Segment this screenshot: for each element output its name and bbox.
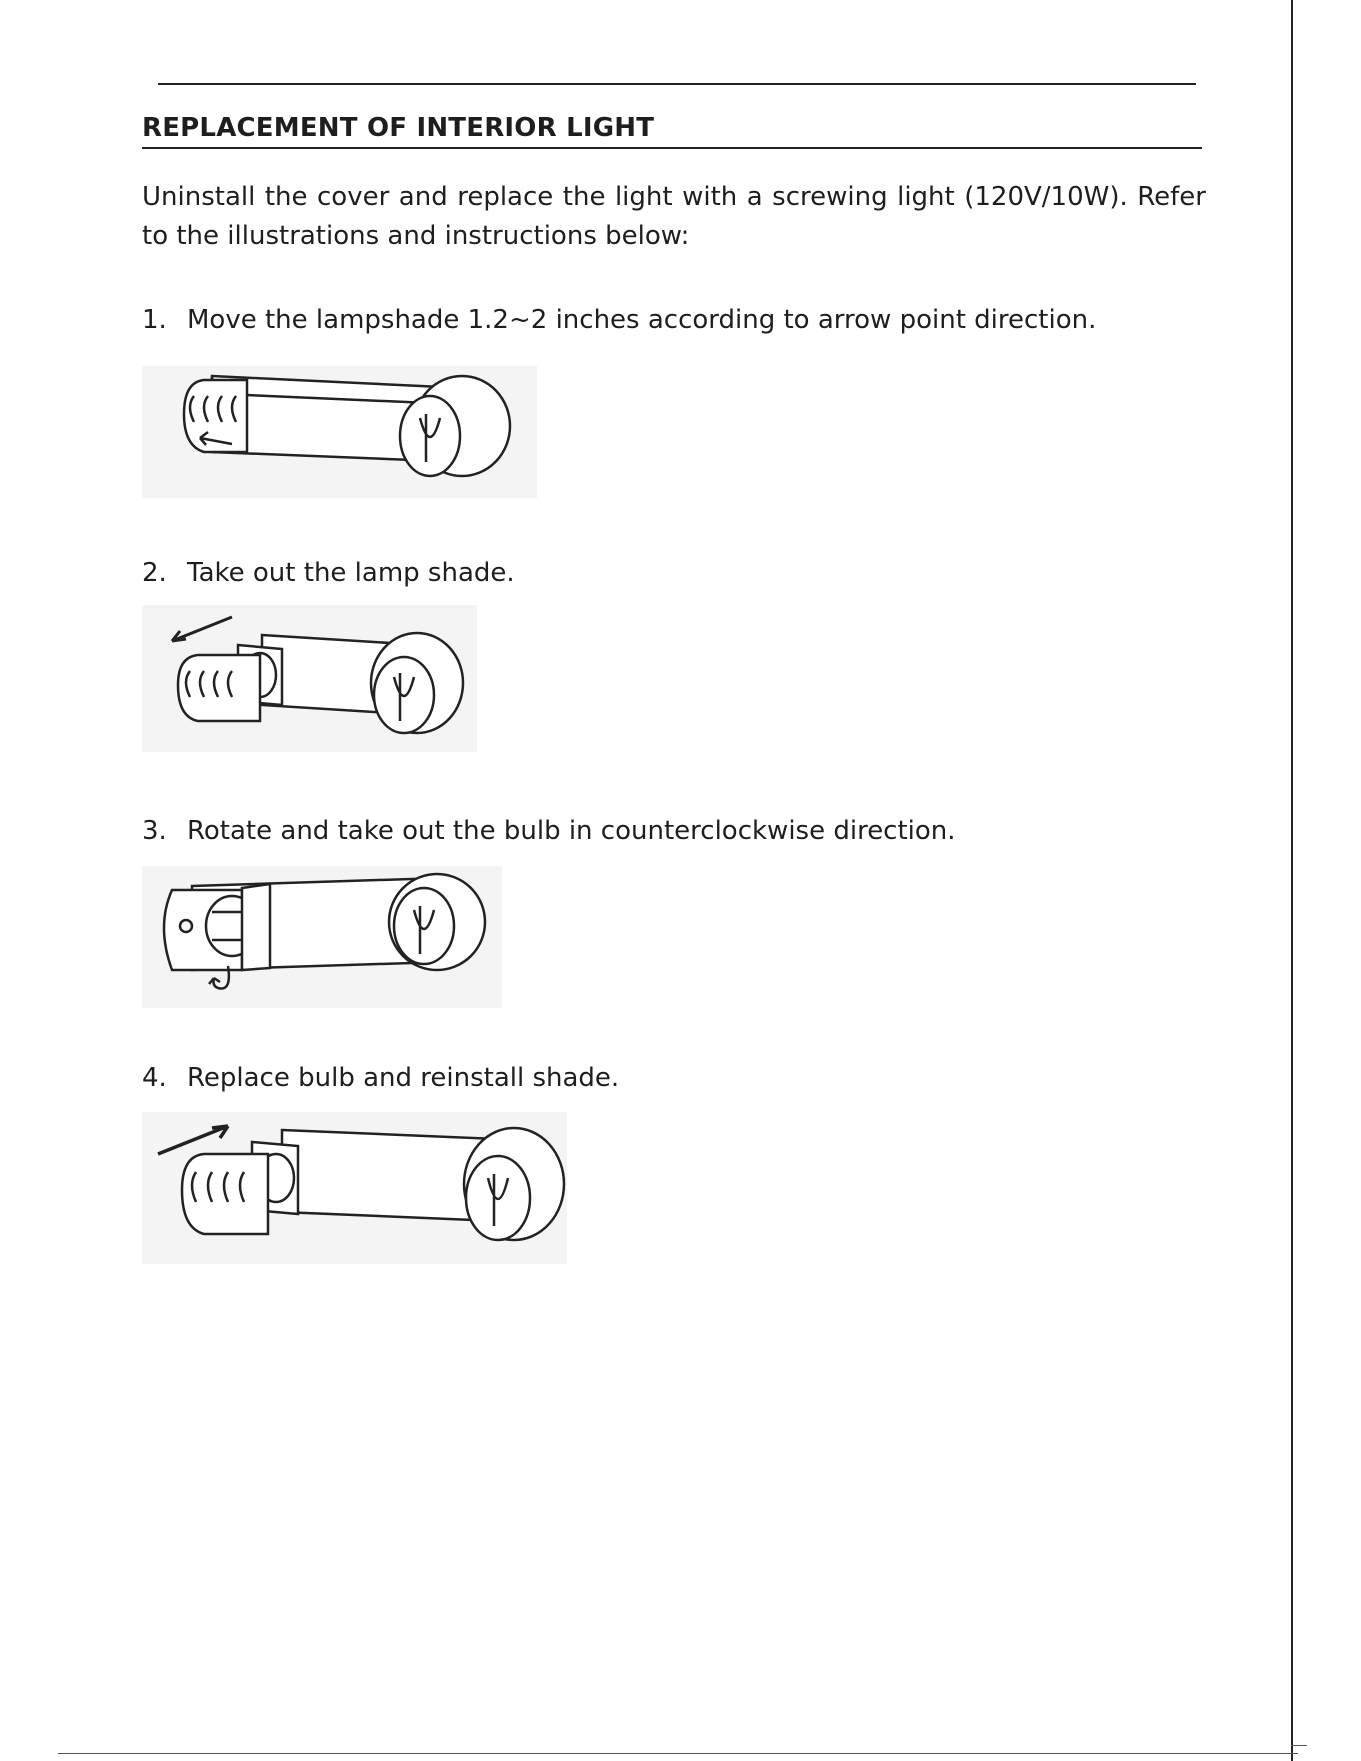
step-number: 3. — [142, 816, 167, 846]
step-1 — [142, 305, 1096, 335]
top-rule — [158, 83, 1196, 85]
step-text: Replace bulb and reinstall shade. — [187, 1063, 620, 1093]
intro-paragraph: Uninstall the cover and replace the light with a screwing light (120V/10W). Refer to the illustrations and instructions below: — [142, 182, 1206, 251]
step-number: 2. — [142, 558, 167, 588]
step-4 — [142, 1063, 619, 1093]
lamp-shade-slide-out-icon — [142, 366, 537, 498]
step-number: 1. — [142, 305, 167, 335]
step-2 — [142, 558, 515, 588]
bottom-rule — [58, 1753, 1298, 1754]
lamp-shade-reinstall-icon — [142, 1112, 567, 1264]
lamp-shade-removed-icon — [142, 605, 477, 752]
step-text: Rotate and take out the bulb in counterclockwise direction. — [187, 816, 956, 846]
section-heading: REPLACEMENT OF INTERIOR LIGHT — [142, 113, 1202, 149]
page-edge-line — [1291, 0, 1293, 1761]
step-number: 4. — [142, 1063, 167, 1093]
bulb-rotate-counterclockwise-icon — [142, 866, 502, 1008]
step-text: Take out the lamp shade. — [187, 558, 515, 588]
step-text: Move the lampshade 1.2~2 inches according to arrow point direction. — [187, 305, 1097, 335]
step-3 — [142, 816, 956, 846]
bottom-tick — [1291, 1745, 1307, 1746]
